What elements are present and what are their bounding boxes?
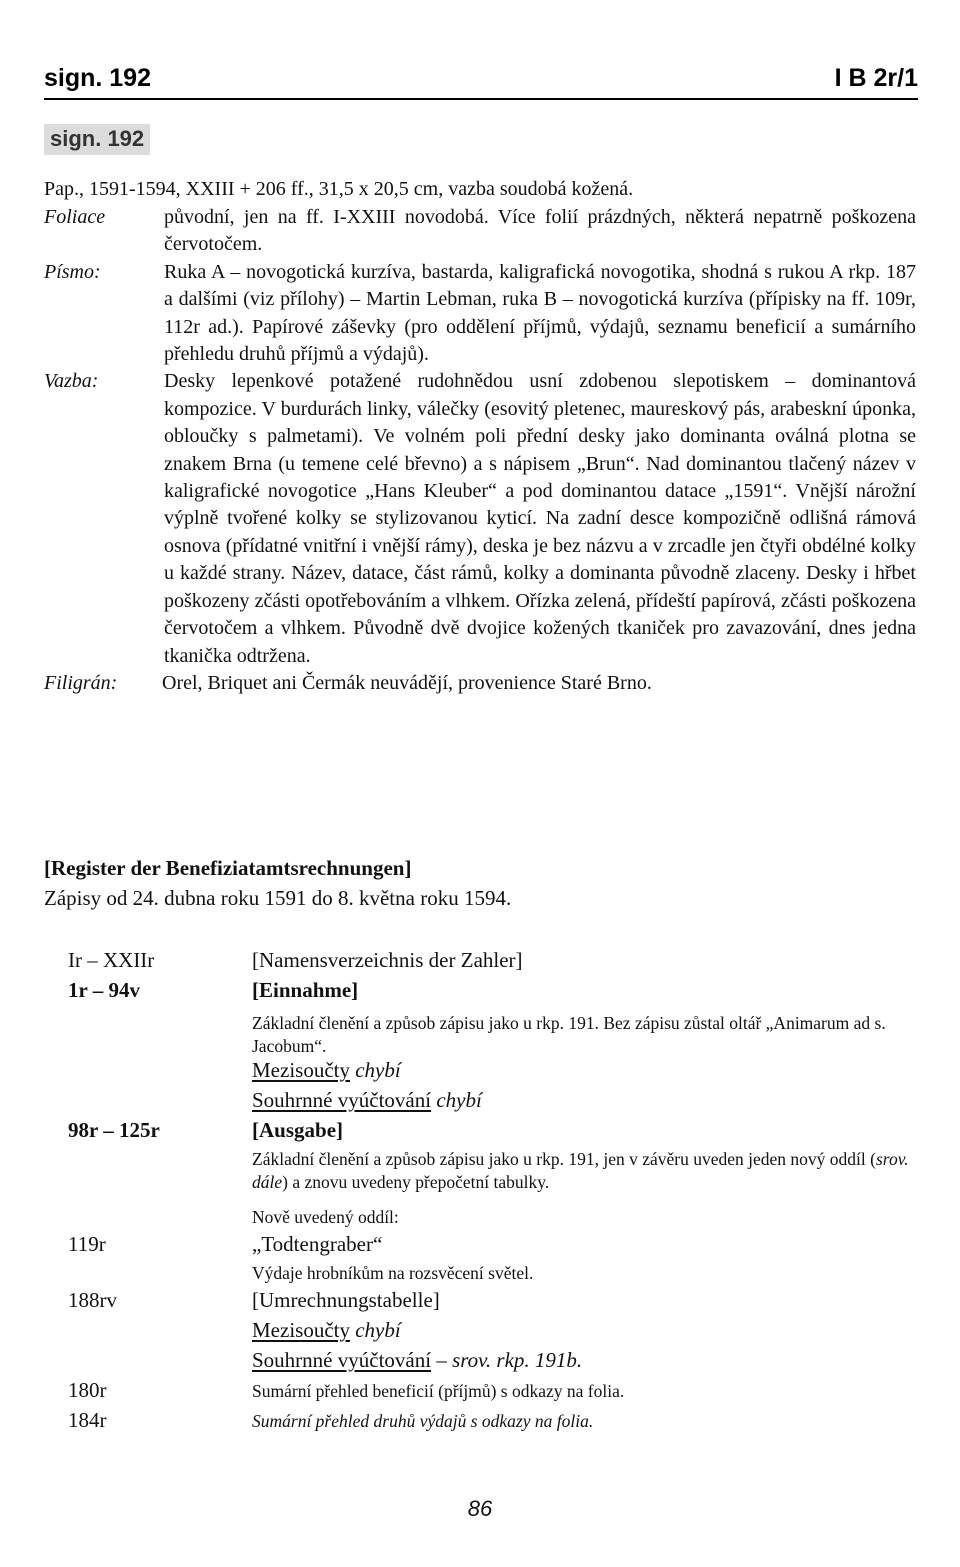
- filigran-label: Filigrán:: [44, 671, 118, 694]
- subtotal-label: Mezisoučty: [252, 1318, 350, 1342]
- running-header-right: I B 2r/1: [834, 64, 918, 92]
- summary-line: Souhrnné vyúčtování – srov. rkp. 191b.: [252, 1348, 583, 1372]
- section-note: Sumární přehled druhů výdajů s odkazy na folia.: [252, 1411, 594, 1431]
- subtotal-line: [252, 1318, 401, 1343]
- summary-label: Souhrnné vyúčtování: [252, 1348, 432, 1372]
- folio-range: 98r – 125r: [68, 1118, 160, 1142]
- vazba-text: Desky lepenkové potažené rudohnědou usní zdobenou slepotiskem – dominantová kompozice. V burdurách linky, válečky (esovitý pletenec, maureskový pás, arabeskní úponka, obloučky s palmetami). Ve volném poli přední desky jako dominanta oválná plotna se znakem Brna (u temene celé břevno) a s nápisem „Brun“. Nad dominantou tlačený název v kaligrafické novogotice „Hans Kleuber“ a pod dominantou datace „1591“. Vnější nárožní výplně tvořené kolky se stylizovanou kyticí. Na zadní desce kompozičně odlišná rámová osnova (přídatné vnitřní i vnější rámy), deska je bez názvu a v zrcadle jen čtyři obdélné kolky u každé strany. Název, datace, část rámů, kolky a dominanta původně zlaceny. Desky i hřbet poškozeny zčásti opotřebováním a vlhkem. Ořízka zelená, přídeští papírová, zčásti poškozena červotočem a vlhkem. Původně dvě dvojice kožených tkaniček pro zavazování, dnes jedna tkanička odtržena.: [164, 370, 916, 667]
- subtotal-line: [252, 1058, 401, 1083]
- foliace-text: původní, jen na ff. I-XXIII novodobá. Více folií prázdných, některá nepatrně poškozena červotočem.: [164, 206, 916, 256]
- filigran-row: [44, 670, 916, 697]
- section-note: Sumární přehled beneficií (příjmů) s odkazy na folia.: [252, 1381, 625, 1401]
- subtotal-status: chybí: [355, 1058, 401, 1082]
- section-title: [Einnahme]: [252, 978, 359, 1002]
- folio-range: Ir – XXIIr: [68, 948, 155, 972]
- summary-status: chybí: [436, 1088, 482, 1112]
- section-title: [Umrechnungstabelle]: [252, 1288, 440, 1312]
- section-title: [Ausgabe]: [252, 1118, 344, 1142]
- filigran-text: Orel, Briquet ani Čermák neuvádějí, provenience Staré Brno.: [162, 671, 652, 694]
- summary-label: Souhrnné vyúčtování: [252, 1088, 432, 1112]
- signature-label: sign. 192: [44, 124, 150, 155]
- pismo-row: [44, 259, 916, 369]
- page-number: 86: [467, 1496, 493, 1521]
- new-section-note: Nově uvedený oddíl:: [252, 1207, 399, 1227]
- running-header-left: sign. 192: [44, 64, 151, 92]
- subtotal-status: chybí: [355, 1318, 401, 1342]
- physical-description: Pap., 1591-1594, XXIII + 206 ff., 31,5 x 20,5 cm, vazba soudobá kožená.: [44, 178, 634, 200]
- vazba-label: Vazba:: [44, 370, 99, 393]
- folio-range: 180r: [68, 1378, 107, 1402]
- summary-reference: srov. rkp. 191b.: [452, 1348, 583, 1372]
- pismo-text: Ruka A – novogotická kurzíva, bastarda, kaligrafická novogotika, shodná s rukou A rkp. 187 a dalšími (viz přílohy) – Martin Lebman, ruka B – novogotická kurzíva (přípisky na ff. 109r, 112r ad.). Papírové záševky (pro oddělení příjmů, výdajů, seznamu beneficií a sumárního přehledu druhů příjmů a výdajů).: [164, 260, 916, 366]
- register-title: [Register der Benefiziatamtsrechnungen]: [44, 856, 412, 880]
- header-rule: [44, 98, 918, 100]
- vazba-row: [44, 368, 916, 669]
- folio-range: 184r: [68, 1408, 107, 1432]
- codicology-section: [44, 204, 916, 697]
- folio-range: 119r: [68, 1232, 106, 1256]
- section-note: Výdaje hrobníkům na rozsvěcení světel.: [252, 1263, 534, 1283]
- section-title: [Namensverzeichnis der Zahler]: [252, 948, 523, 972]
- section-note: Základní členění a způsob zápisu jako u rkp. 191. Bez zápisu zůstal oltář „Animarum ad s. Jacobum“.: [252, 1013, 886, 1056]
- subtotal-label: Mezisoučty: [252, 1058, 350, 1082]
- section-note: Základní členění a způsob zápisu jako u rkp. 191, jen v závěru uveden jeden nový oddíl (srov. dále) a znovu uvedeny přepočetní tabulky.: [252, 1149, 909, 1192]
- section-title: „Todtengraber“: [252, 1232, 383, 1256]
- folio-range: 188rv: [68, 1288, 117, 1312]
- summary-line: [252, 1088, 482, 1113]
- pismo-label: Písmo:: [44, 260, 101, 283]
- foliace-label: Foliace: [44, 206, 106, 228]
- folio-range: 1r – 94v: [68, 978, 140, 1002]
- foliace-row: [44, 204, 916, 259]
- register-subtitle: Zápisy od 24. dubna roku 1591 do 8. května roku 1594.: [44, 886, 512, 910]
